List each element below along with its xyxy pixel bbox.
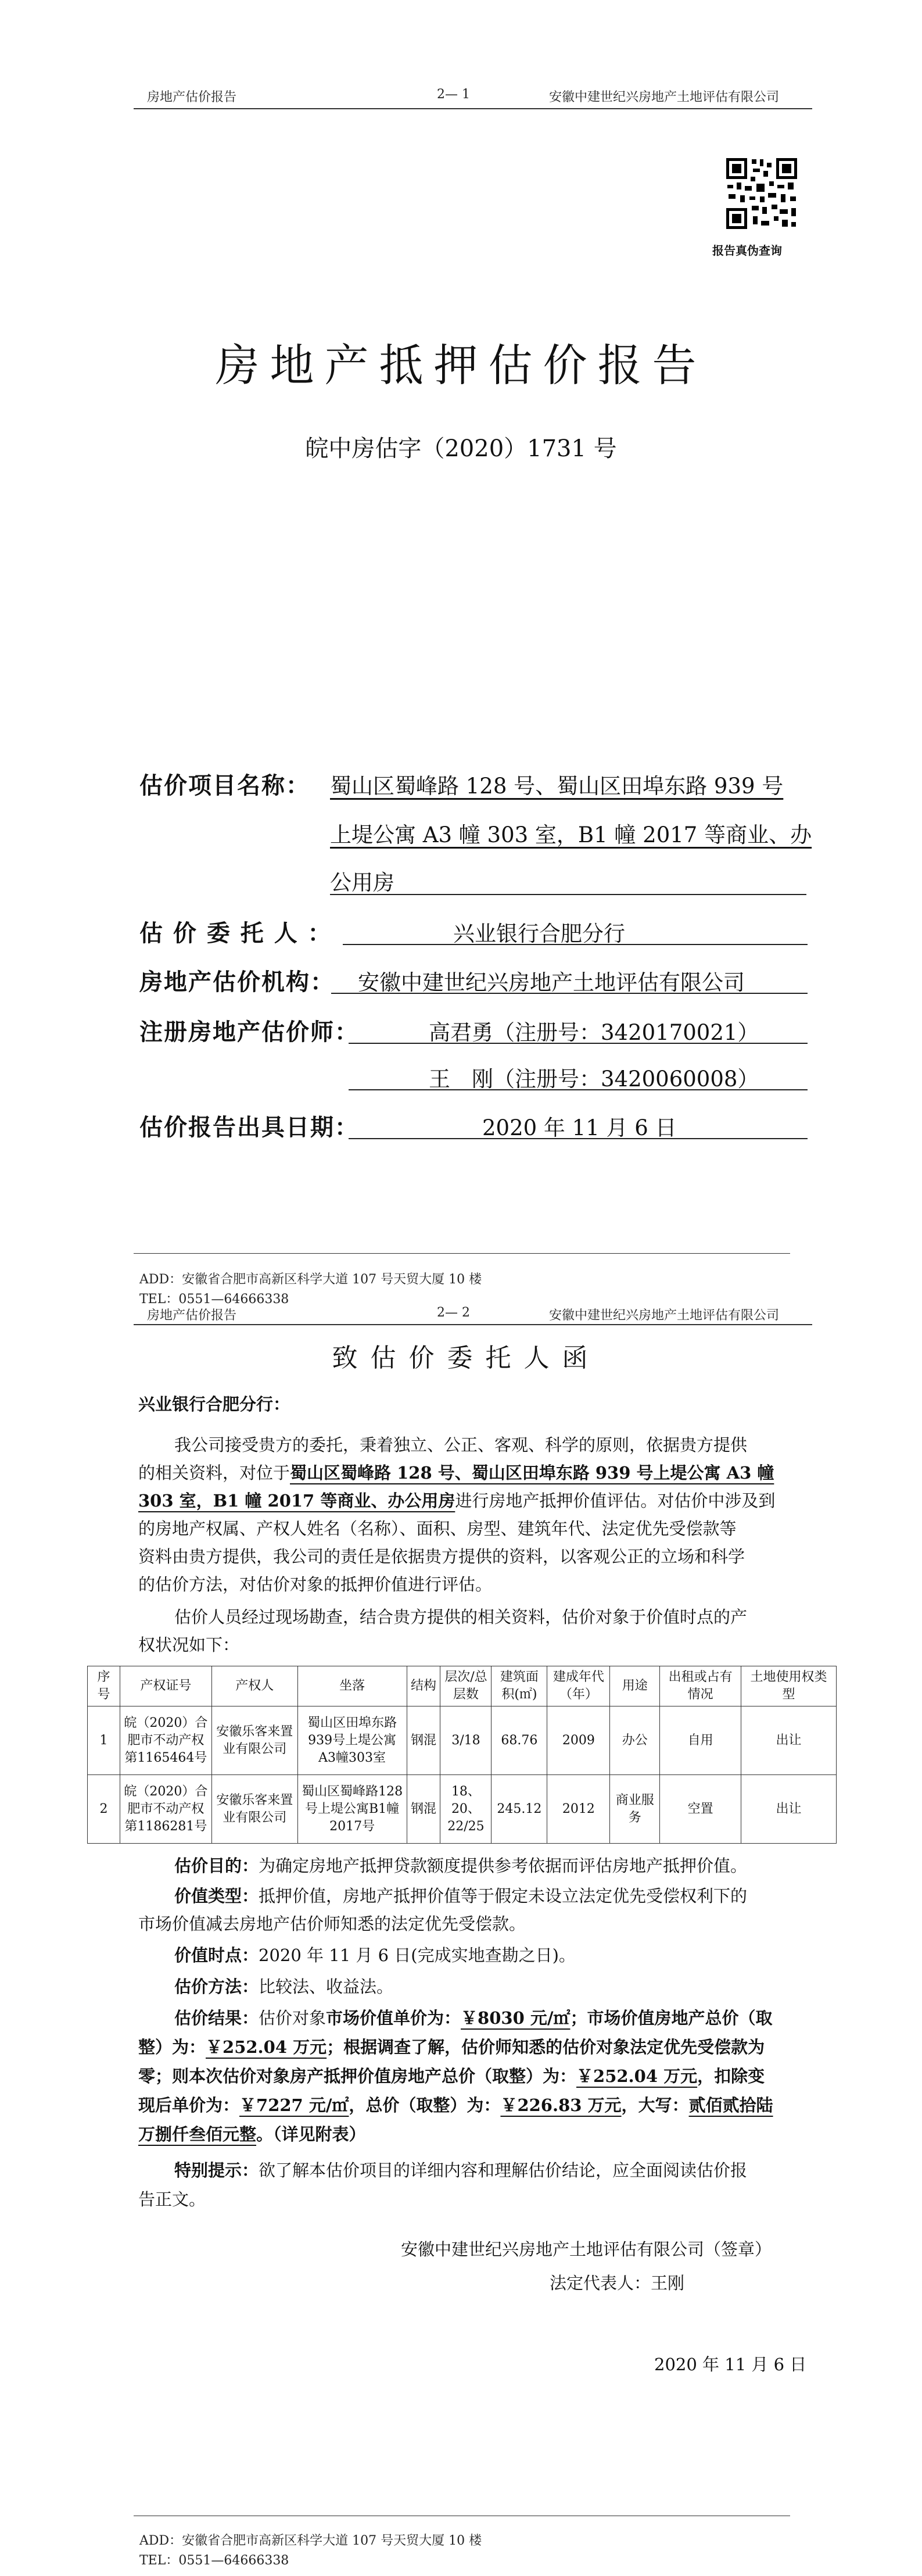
appraiser-label: 注册房地产估价师： bbox=[139, 1018, 359, 1046]
agency-underline bbox=[331, 993, 808, 994]
signature-representative: 法定代表人：王刚 bbox=[550, 2273, 685, 2293]
para2-line2: 权状况如下： bbox=[138, 1635, 240, 1655]
cell-location: 蜀山区田埠东路939号上堤公寓A3幢303室 bbox=[297, 1706, 407, 1775]
col-header-land-right: 土地使用权类型 bbox=[741, 1666, 837, 1706]
special-note-line1: 特别提示：欲了解本估价项目的详细内容和理解估价结论，应全面阅读估价报 bbox=[174, 2160, 748, 2180]
page1-footer-address: ADD：安徽省合肥市高新区科学大道 107 号天贸大厦 10 楼 bbox=[139, 1272, 482, 1287]
project-name-line1: 蜀山区蜀峰路 128 号、蜀山区田埠东路 939 号 bbox=[330, 774, 784, 799]
result-line3: 零；则本次估价对象房产抵押价值房地产总价（取整）为：￥252.04 万元，扣除变 bbox=[138, 2066, 765, 2086]
cell-location: 蜀山区蜀峰路128号上堤公寓B1幢2017号 bbox=[297, 1775, 407, 1844]
issue-date-value: 2020 年 11 月 6 日 bbox=[482, 1115, 677, 1140]
col-header-owner: 产权人 bbox=[211, 1666, 297, 1706]
table-row bbox=[88, 1706, 837, 1775]
cell-occupancy: 空置 bbox=[660, 1775, 741, 1844]
result-line5: 万捌仟叁佰元整。（详见附表） bbox=[138, 2124, 366, 2144]
page1-header-page: 2— 1 bbox=[437, 87, 470, 102]
para1-line5: 资料由贵方提供，我公司的责任是依据贵方提供的资料，以客观公正的立场和科学 bbox=[138, 1547, 745, 1566]
para1-line2: 的相关资料，对位于蜀山区蜀峰路 128 号、蜀山区田埠东路 939 号上堤公寓 A3 幢 bbox=[138, 1463, 774, 1483]
cell-no: 1 bbox=[88, 1706, 120, 1775]
agency-label: 房地产估价机构： bbox=[139, 968, 335, 996]
appraiser-1-underline bbox=[349, 1043, 808, 1044]
page1-footer-rule bbox=[134, 1253, 790, 1254]
cell-use: 办公 bbox=[610, 1706, 660, 1775]
cell-year: 2012 bbox=[547, 1775, 610, 1844]
col-header-use: 用途 bbox=[610, 1666, 660, 1706]
table-header-row bbox=[88, 1666, 837, 1706]
cell-no: 2 bbox=[88, 1775, 120, 1844]
issue-date-label: 估价报告出具日期： bbox=[139, 1114, 359, 1141]
col-header-year: 建成年代（年） bbox=[547, 1666, 610, 1706]
cell-land-right: 出让 bbox=[741, 1706, 837, 1775]
project-name-line3: 公用房 bbox=[330, 870, 394, 895]
special-note-line2: 告正文。 bbox=[138, 2189, 206, 2209]
cell-year: 2009 bbox=[547, 1706, 610, 1775]
value-date: 价值时点：2020 年 11 月 6 日(完成实地查勘之日)。 bbox=[174, 1945, 576, 1965]
cell-owner: 安徽乐客来置业有限公司 bbox=[211, 1706, 297, 1775]
cell-floor: 18、20、22/25 bbox=[440, 1775, 492, 1844]
col-header-cert: 产权证号 bbox=[120, 1666, 211, 1706]
report-number: 皖中房估字（2020）1731 号 bbox=[305, 435, 617, 462]
issue-date-underline bbox=[349, 1138, 808, 1139]
client-underline bbox=[343, 944, 808, 945]
cell-occupancy: 自用 bbox=[660, 1706, 741, 1775]
page2-footer-tel: TEL：0551—64666338 bbox=[139, 2553, 289, 2568]
col-header-location: 坐落 bbox=[297, 1666, 407, 1706]
page1-header-right: 安徽中建世纪兴房地产土地评估有限公司 bbox=[549, 90, 780, 105]
addressee: 兴业银行合肥分行： bbox=[138, 1394, 290, 1414]
method: 估价方法：比较法、收益法。 bbox=[174, 1977, 394, 1997]
page2-header-left: 房地产估价报告 bbox=[147, 1308, 237, 1323]
appraiser-2-underline bbox=[349, 1089, 808, 1090]
agency-value: 安徽中建世纪兴房地产土地评估有限公司 bbox=[358, 970, 745, 995]
para1-line4: 的房地产权属、产权人姓名（名称）、面积、房型、建筑年代、法定优先受偿款等 bbox=[138, 1519, 737, 1539]
purpose: 估价目的：为确定房地产抵押贷款额度提供参考依据而评估房地产抵押价值。 bbox=[174, 1856, 748, 1876]
appraiser-2: 王 刚（注册号：3420060008） bbox=[429, 1067, 759, 1092]
page2-footer-address: ADD：安徽省合肥市高新区科学大道 107 号天贸大厦 10 楼 bbox=[139, 2534, 482, 2548]
report-title: 房地产抵押估价报告 bbox=[215, 339, 707, 391]
cell-owner: 安徽乐客来置业有限公司 bbox=[211, 1775, 297, 1844]
para2-line1: 估价人员经过现场勘查，结合贵方提供的相关资料，估价对象于价值时点的产 bbox=[174, 1607, 748, 1627]
col-header-no: 序号 bbox=[88, 1666, 120, 1706]
cell-cert: 皖（2020）合肥市不动产权第1186281号 bbox=[120, 1775, 211, 1844]
page2-header-right: 安徽中建世纪兴房地产土地评估有限公司 bbox=[549, 1308, 780, 1323]
page2-header-rule bbox=[134, 1324, 812, 1325]
result-line2: 整）为：￥252.04 万元；根据调查了解，估价师知悉的估价对象法定优先受偿款为 bbox=[138, 2037, 765, 2057]
cell-structure: 钢混 bbox=[407, 1775, 440, 1844]
signature-date: 2020 年 11 月 6 日 bbox=[654, 2355, 807, 2374]
col-header-structure: 结构 bbox=[407, 1666, 440, 1706]
project-name-line2: 上堤公寓 A3 幢 303 室，B1 幢 2017 等商业、办 bbox=[330, 822, 812, 847]
cell-cert: 皖（2020）合肥市不动产权第1165464号 bbox=[120, 1706, 211, 1775]
cell-floor: 3/18 bbox=[440, 1706, 492, 1775]
project-name-label: 估价项目名称： bbox=[139, 772, 310, 799]
client-label: 估 价 委 托 人 ： bbox=[139, 920, 332, 947]
qr-code-icon[interactable] bbox=[724, 156, 799, 231]
letter-title: 致 估 价 委 托 人 函 bbox=[332, 1343, 590, 1373]
result-line4: 现后单价为：￥7227 元/㎡，总价（取整）为：￥226.83 万元，大写：贰佰贰拾陆 bbox=[138, 2095, 773, 2115]
cell-use: 商业服务 bbox=[610, 1775, 660, 1844]
para1-line6: 的估价方法，对估价对象的抵押价值进行评估。 bbox=[138, 1575, 493, 1594]
para1-line1: 我公司接受贵方的委托，秉着独立、公正、客观、科学的原则，依据贵方提供 bbox=[174, 1435, 748, 1455]
page1-header-left: 房地产估价报告 bbox=[147, 90, 237, 105]
signature-company: 安徽中建世纪兴房地产土地评估有限公司（签章） bbox=[401, 2239, 772, 2259]
cell-structure: 钢混 bbox=[407, 1706, 440, 1775]
cell-land-right: 出让 bbox=[741, 1775, 837, 1844]
cell-area: 68.76 bbox=[492, 1706, 547, 1775]
client-value: 兴业银行合肥分行 bbox=[453, 921, 625, 946]
appraiser-1: 高君勇（注册号：3420170021） bbox=[429, 1020, 759, 1045]
col-header-occupancy: 出租或占有情况 bbox=[660, 1666, 741, 1706]
project-name-underline bbox=[330, 894, 806, 895]
page2-header-page: 2— 2 bbox=[437, 1305, 470, 1320]
property-table bbox=[87, 1666, 837, 1844]
value-type-line1: 价值类型：抵押价值，房地产抵押价值等于假定未设立法定优先受偿权利下的 bbox=[174, 1886, 748, 1906]
table-row bbox=[88, 1775, 837, 1844]
col-header-floor: 层次/总层数 bbox=[440, 1666, 492, 1706]
cell-area: 245.12 bbox=[492, 1775, 547, 1844]
value-type-line2: 市场价值减去房地产估价师知悉的法定优先受偿款。 bbox=[138, 1914, 526, 1934]
page1-header-rule bbox=[134, 108, 812, 109]
para1-line3: 303 室，B1 幢 2017 等商业、办公用房进行房地产抵押价值评估。对估价中涉及到 bbox=[138, 1491, 776, 1511]
page1-footer-tel: TEL：0551—64666338 bbox=[139, 1292, 289, 1307]
result-line1: 估价结果：估价对象市场价值单价为：￥8030 元/㎡；市场价值房地产总价（取 bbox=[174, 2008, 773, 2028]
qr-caption: 报告真伪查询 bbox=[712, 244, 782, 257]
col-header-area: 建筑面积(㎡) bbox=[492, 1666, 547, 1706]
